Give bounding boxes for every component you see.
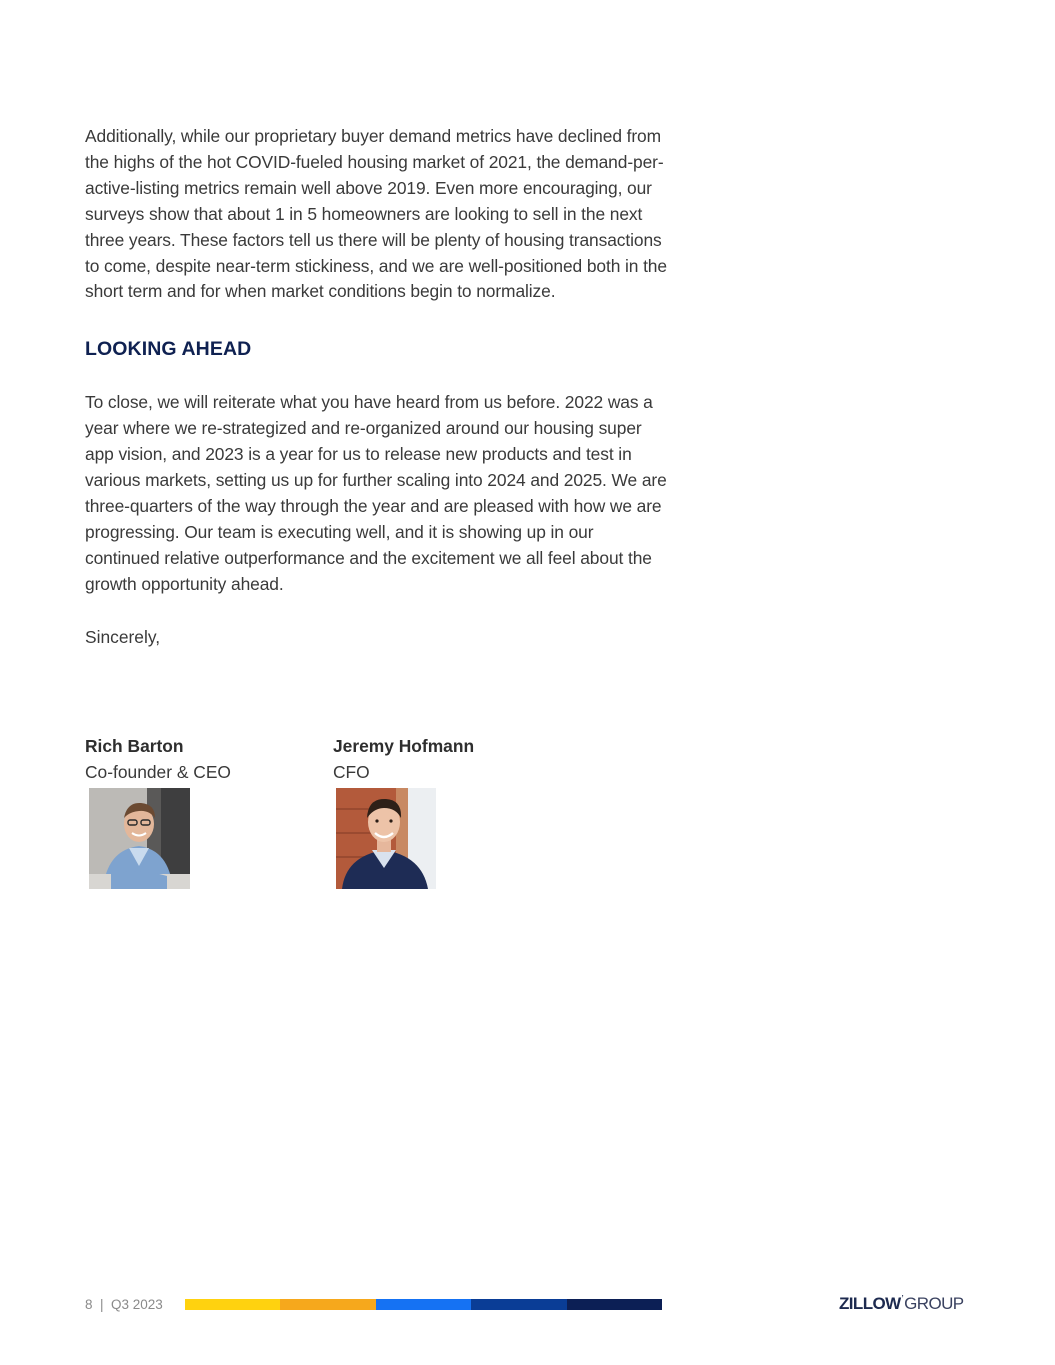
portrait-photo — [89, 788, 190, 889]
signatories — [85, 733, 645, 893]
color-bar-segment — [280, 1299, 375, 1310]
portrait-photo — [336, 788, 436, 889]
section-heading: LOOKING AHEAD — [85, 338, 252, 361]
signer-title: CFO — [333, 762, 370, 782]
portrait-illustration — [336, 788, 436, 889]
closing-salutation: Sincerely, — [85, 626, 161, 647]
signer-name: Rich Barton — [85, 736, 184, 756]
body-paragraph: Additionally, while our proprietary buyer demand metrics have declined from the highs of the hot COVID-fueled housing market of 2021, the demand-per-active-listing metrics remain well above 2019. Even more encouraging, our surveys show that about 1 in 5 homeowners are looking to sell in the next three years. These factors tell us there will be plenty of housing transactions to come, despite near-term stickiness, and we are well-positioned both in the short term and for when market conditions begin to normalize. — [85, 126, 667, 302]
letter-body — [85, 124, 670, 650]
page-number-label: 8 | Q3 2023 — [85, 1297, 163, 1312]
signer-rich-barton — [85, 733, 231, 889]
signer-jeremy-hofmann — [333, 733, 474, 889]
logo-secondary-text: GROUP — [904, 1294, 964, 1313]
logo-mark-icon: ’ — [901, 1294, 904, 1305]
color-bar-segment — [567, 1299, 662, 1310]
page-footer — [85, 1296, 965, 1316]
color-bar-segment — [376, 1299, 471, 1310]
logo-primary-text: ZILLOW — [839, 1294, 901, 1313]
signer-name: Jeremy Hofmann — [333, 736, 475, 756]
color-bar-segment — [185, 1299, 280, 1310]
color-bar-segment — [471, 1299, 566, 1310]
body-paragraph: To close, we will reiterate what you have heard from us before. 2022 was a year where we re-strategized and re-organized around our housing super app vision, and 2023 is a year for us to release new products and test in various markets, setting us up for further scaling into 2024 and 2025. We are three-quarters of the way through the year and are pleased with how we are progressing. Our team is executing well, and it is showing up in our continued relative outperformance and the excitement we all feel about the growth opportunity ahead. — [85, 392, 667, 594]
zillow-group-logo — [839, 1294, 964, 1314]
portrait-illustration — [89, 788, 190, 889]
brand-color-bar — [185, 1299, 662, 1310]
signer-title: Co-founder & CEO — [85, 762, 231, 782]
